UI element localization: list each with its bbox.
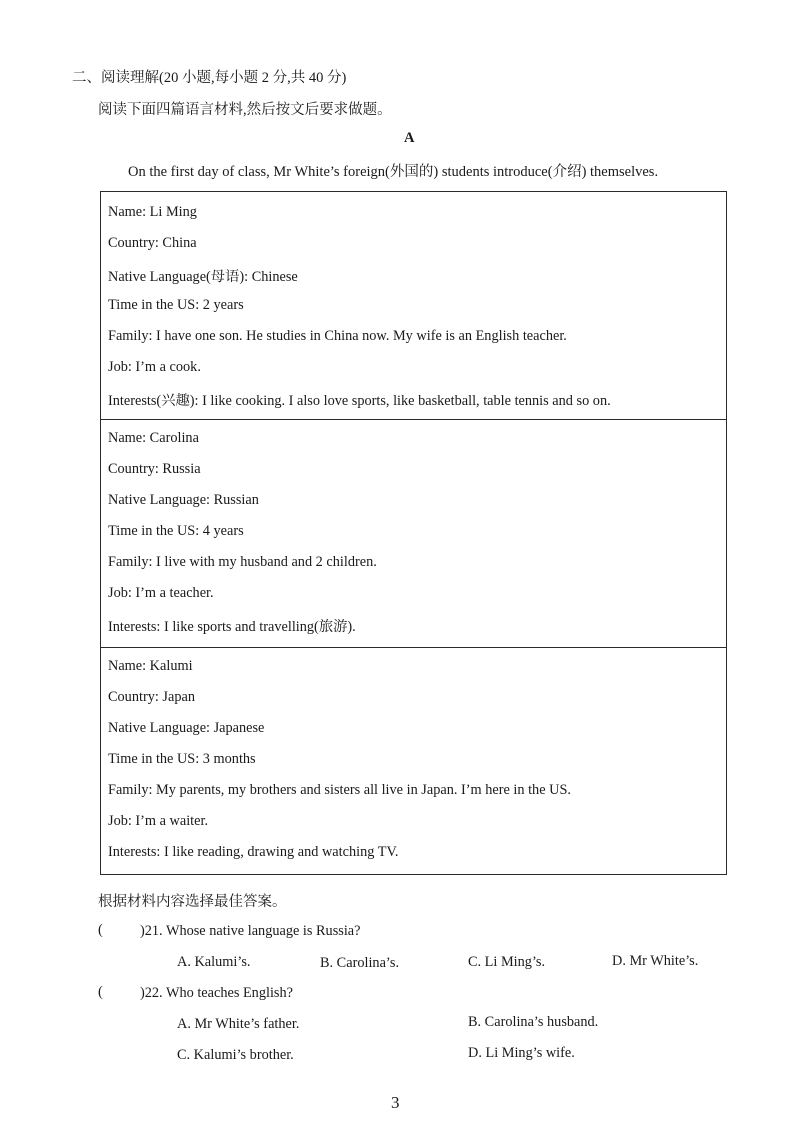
profile-name: Name: Li Ming [108, 204, 197, 220]
profile-family: Family: I have one son. He studies in China now. My wife is an English teacher. [108, 328, 567, 344]
profile-interests: Interests: I like reading, drawing and watching TV. [108, 844, 399, 860]
question-22-option-d: D. Li Ming’s wife. [468, 1045, 575, 1061]
profile-time: Time in the US: 3 months [108, 751, 256, 767]
profile-language: Native Language: Japanese [108, 720, 265, 736]
question-21-stem: )21. Whose native language is Russia? [140, 923, 361, 939]
questions-instruction: 根据材料内容选择最佳答案。 [98, 894, 287, 910]
question-21-option-b: B. Carolina’s. [320, 955, 400, 971]
passage-letter: A [404, 130, 415, 146]
answer-blank-21[interactable]: ( [98, 922, 103, 938]
profile-job: Job: I’m a waiter. [108, 813, 209, 829]
profile-family: Family: I live with my husband and 2 children. [108, 554, 377, 570]
profile-job: Job: I’m a teacher. [108, 585, 214, 601]
section-title: 二、阅读理解(20 小题,每小题 2 分,共 40 分) [72, 70, 347, 86]
profiles-table [100, 191, 727, 875]
question-21-option-d: D. Mr White’s. [612, 953, 699, 969]
question-22-option-b: B. Carolina’s husband. [468, 1014, 599, 1030]
profile-language: Native Language: Russian [108, 492, 259, 508]
profile-name: Name: Carolina [108, 430, 199, 446]
question-22-option-c: C. Kalumi’s brother. [177, 1047, 294, 1063]
profile-name: Name: Kalumi [108, 658, 193, 674]
answer-blank-22[interactable]: ( [98, 984, 103, 1000]
question-21-option-c: C. Li Ming’s. [468, 954, 546, 970]
question-22-stem: )22. Who teaches English? [140, 985, 293, 1001]
page-number: 3 [391, 1093, 400, 1112]
section-instruction: 阅读下面四篇语言材料,然后按文后要求做题。 [98, 102, 392, 118]
profile-carolina [101, 419, 726, 647]
question-22-option-a: A. Mr White’s father. [177, 1016, 300, 1032]
profile-job: Job: I’m a cook. [108, 359, 201, 375]
question-21-option-a: A. Kalumi’s. [177, 954, 251, 970]
profile-country: Country: Russia [108, 461, 201, 477]
profile-kalumi [101, 647, 726, 876]
profile-li-ming [101, 192, 726, 419]
profile-interests: Interests(兴趣): I like cooking. I also love sports, like basketball, table tennis and so on. [108, 393, 611, 409]
profile-family: Family: My parents, my brothers and sisters all live in Japan. I’m here in the US. [108, 782, 571, 798]
profile-country: Country: China [108, 235, 197, 251]
profile-interests: Interests: I like sports and travelling(旅游). [108, 619, 356, 635]
profile-country: Country: Japan [108, 689, 195, 705]
profile-time: Time in the US: 2 years [108, 297, 244, 313]
profile-language: Native Language(母语): Chinese [108, 269, 298, 285]
profile-time: Time in the US: 4 years [108, 523, 244, 539]
passage-intro: On the first day of class, Mr White’s foreign(外国的) students introduce(介绍) themselves. [128, 164, 659, 180]
